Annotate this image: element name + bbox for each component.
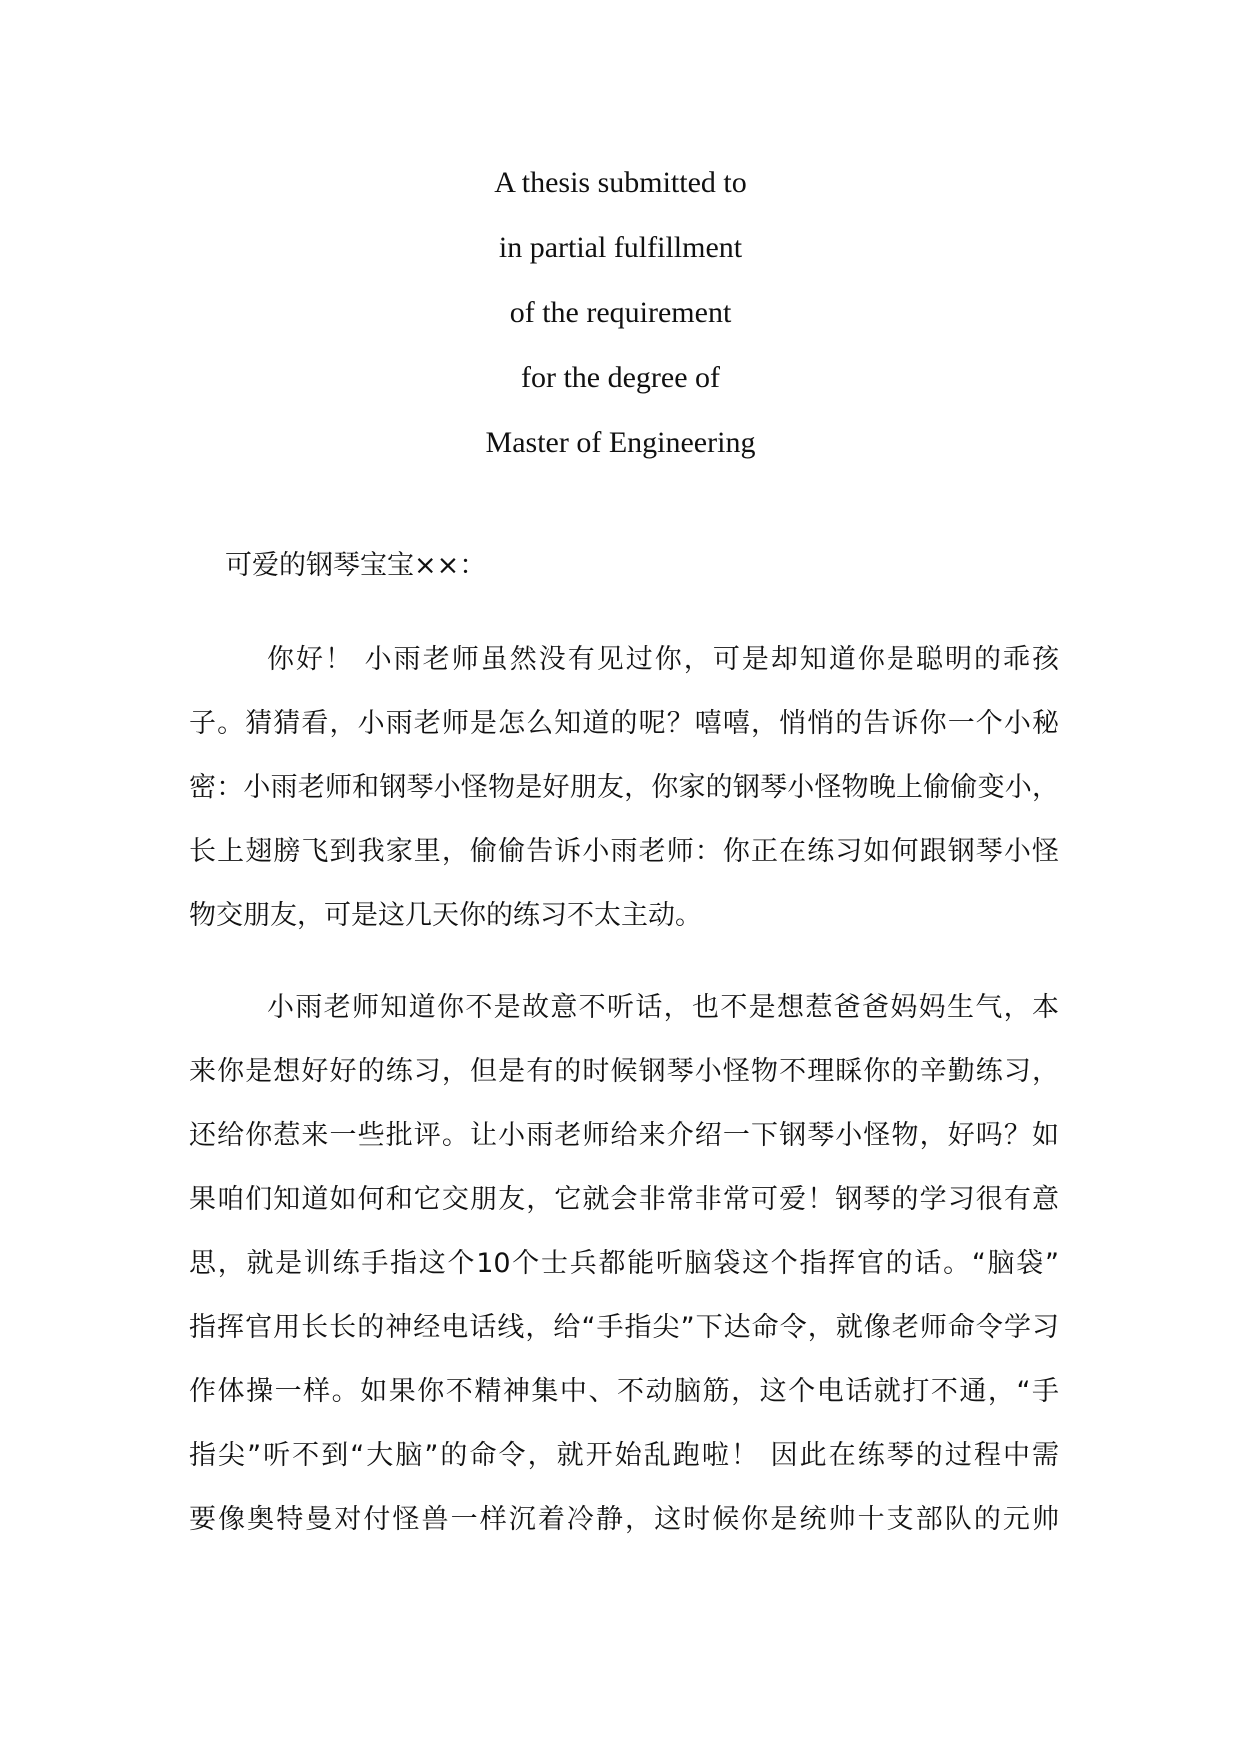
- thesis-line: A thesis submitted to: [494, 166, 747, 199]
- letter-salutation: 可爱的钢琴宝宝××：: [225, 550, 487, 581]
- letter-paragraph-2: [189, 976, 1059, 1552]
- paragraph-line: 指挥官用长长的神经电话线，给“手指尖”下达命令，就像老师命令学习: [189, 1312, 1059, 1343]
- paragraph-line: 作体操一样。如果你不精神集中、不动脑筋，这个电话就打不通，“手: [189, 1376, 1059, 1407]
- paragraph-line: 你好！ 小雨老师虽然没有见过你，可是却知道你是聪明的乖孩: [267, 644, 1059, 675]
- thesis-line: of the requirement: [509, 296, 732, 329]
- paragraph-line: 密：小雨老师和钢琴小怪物是好朋友，你家的钢琴小怪物晚上偷偷变小，: [189, 772, 1059, 803]
- thesis-line: Master of Engineering: [485, 426, 756, 459]
- thesis-line: in partial fulfillment: [498, 231, 743, 264]
- paragraph-line: 思，就是训练手指这个10个士兵都能听脑袋这个指挥官的话。“脑袋”: [189, 1248, 1059, 1279]
- paragraph-line: 物交朋友，可是这几天你的练习不太主动。: [189, 900, 702, 931]
- paragraph-line: 果咱们知道如何和它交朋友，它就会非常非常可爱！钢琴的学习很有意: [189, 1184, 1059, 1215]
- paragraph-line: 还给你惹来一些批评。让小雨老师给来介绍一下钢琴小怪物，好吗？如: [189, 1120, 1059, 1151]
- paragraph-line: 要像奥特曼对付怪兽一样沉着冷静，这时候你是统帅十支部队的元帅: [189, 1504, 1059, 1535]
- thesis-statement: [0, 150, 1241, 475]
- paragraph-line: 来你是想好好的练习，但是有的时候钢琴小怪物不理睬你的辛勤练习，: [189, 1056, 1059, 1087]
- paragraph-line: 指尖”听不到“大脑”的命令，就开始乱跑啦！ 因此在练琴的过程中需: [189, 1440, 1059, 1471]
- paragraph-line: 小雨老师知道你不是故意不听话，也不是想惹爸爸妈妈生气，本: [267, 992, 1059, 1023]
- paragraph-line: 长上翅膀飞到我家里，偷偷告诉小雨老师：你正在练习如何跟钢琴小怪: [189, 836, 1059, 867]
- paragraph-line: 子。猜猜看，小雨老师是怎么知道的呢？嘻嘻，悄悄的告诉你一个小秘: [189, 708, 1059, 739]
- letter-paragraph-1: [189, 628, 1059, 948]
- thesis-line: for the degree of: [520, 361, 721, 394]
